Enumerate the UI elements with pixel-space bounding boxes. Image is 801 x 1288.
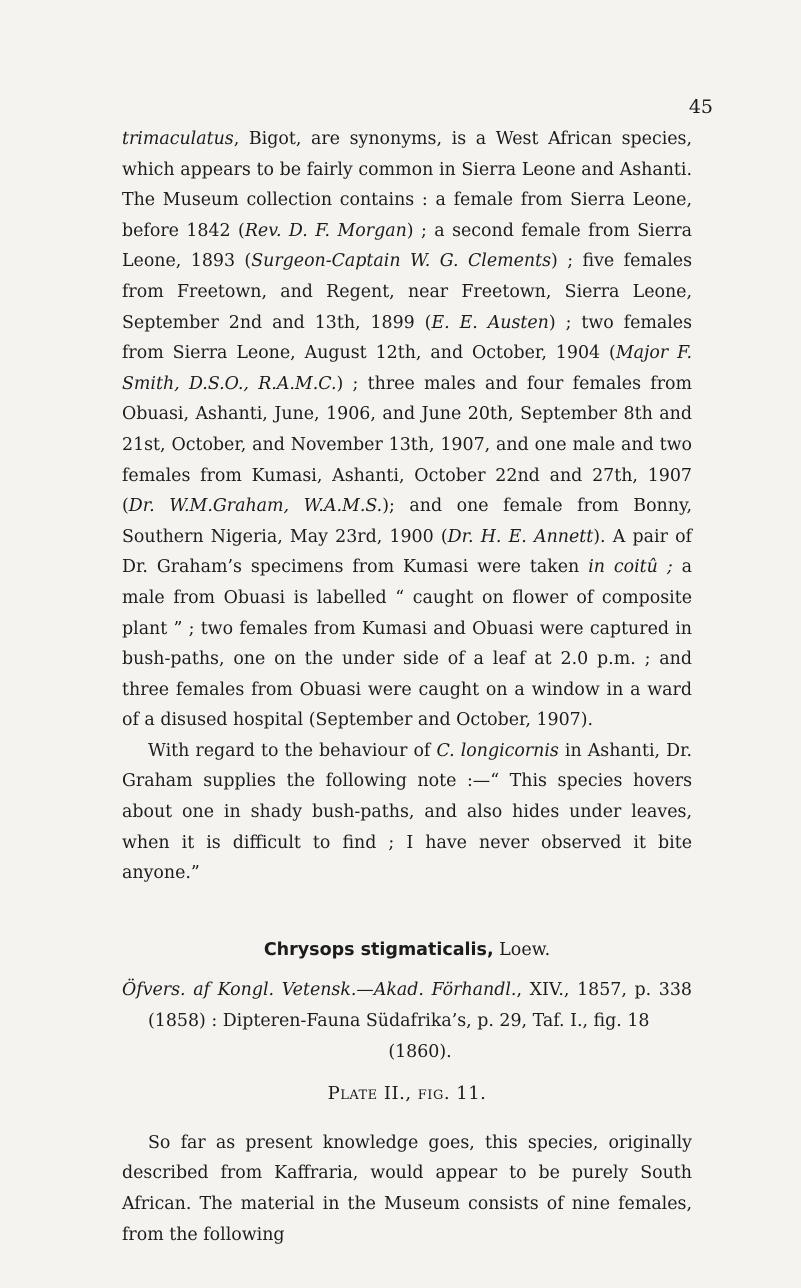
italic-run: Dr. H. E. Annett: [447, 526, 594, 547]
text-run: With regard to the behaviour of: [148, 740, 437, 761]
italic-run: Dr. W.M.Graham, W.A.M.S.: [128, 496, 383, 517]
italic-run: Major F. Smith, D.S.O., R.A.M.C.: [122, 343, 692, 394]
italic-run: E. E. Austen: [431, 312, 549, 333]
italic-run: in coitû ;: [588, 557, 673, 578]
page-number: 45: [688, 96, 713, 118]
section-heading: [122, 935, 692, 966]
species-name: Chrysops stigmaticalis,: [263, 939, 494, 960]
italic-run: Öfvers. af Kongl. Vetensk.—Akad. Förhandl.: [122, 980, 517, 1001]
paragraph-1: [122, 124, 692, 736]
text-run: ); and one female from Bonny, Southern Nigeria, May 23rd, 1900 (: [122, 496, 693, 547]
bibliographic-reference: [122, 975, 692, 1067]
text-run: , Bigot, are synonyms, is a West African species, which appears to be fairly common in Sierra Leone and Ashanti. The Museum collection contains : a female from Sierra Leone, before 1842 (: [122, 129, 692, 241]
text-run: ) ; two females from Sierra Leone, August 12th, and October, 1904 (: [122, 312, 692, 364]
text-run: a male from Obuasi is labelled “ caught on flower of composite plant ” ; two females from Kumasi and Obuasi were captured in bush-paths, one on the under side of a leaf at 2.0 p.m. ; and three females from Obuasi were caught on a window in a ward of a disused hospital (September and October, 1907).: [122, 557, 693, 731]
plate-reference: Plate II., fig. 11.: [327, 1083, 487, 1105]
text-run: ) ; a second female from Sierra Leone, 1893 (: [122, 220, 692, 272]
text-run: ) ; five females from Freetown, and Regent, near Freetown, Sierra Leone, September 2nd and 13th, 1899 (: [122, 251, 692, 333]
paragraph-3: So far as present knowledge goes, this species, originally described from Kaffraria, would appear to be purely South African. The material in the Museum consists of nine females, from the following: [122, 1132, 692, 1245]
paragraph-2: [122, 736, 692, 889]
italic-run: Surgeon-Captain W. G. Clements: [251, 251, 552, 272]
italic-run: trimaculatus: [122, 129, 234, 149]
species-author: Loew.: [493, 939, 551, 960]
text-column: [122, 124, 692, 1250]
text-run: in Ashanti, Dr. Graham supplies the following note :—“ This species hovers about one in shady bush-paths, and also hides under leaves, when it is difficult to find ; I have never observed it bite anyone.”: [122, 740, 692, 884]
italic-run: Rev. D. F. Morgan: [244, 220, 407, 241]
text-run: ). A pair of Dr. Graham’s specimens from Kumasi were taken: [122, 526, 692, 578]
text-run: , XIV., 1857, p. 338 (1858) : Dipteren-Fauna Südafrika’s, p. 29, Taf. I., fig. 18: [148, 980, 692, 1032]
italic-run: C. longicornis: [436, 740, 559, 761]
reference-body: [122, 980, 692, 1031]
reference-tail: (1860).: [388, 1041, 452, 1062]
text-run: ) ; three males and four females from Obuasi, Ashanti, June, 1906, and June 20th, September 8th and 21st, October, and November 13th, 1907, and one male and two females from Kumasi, Ashanti, October 22nd and 27th, 1907 (: [122, 373, 692, 517]
